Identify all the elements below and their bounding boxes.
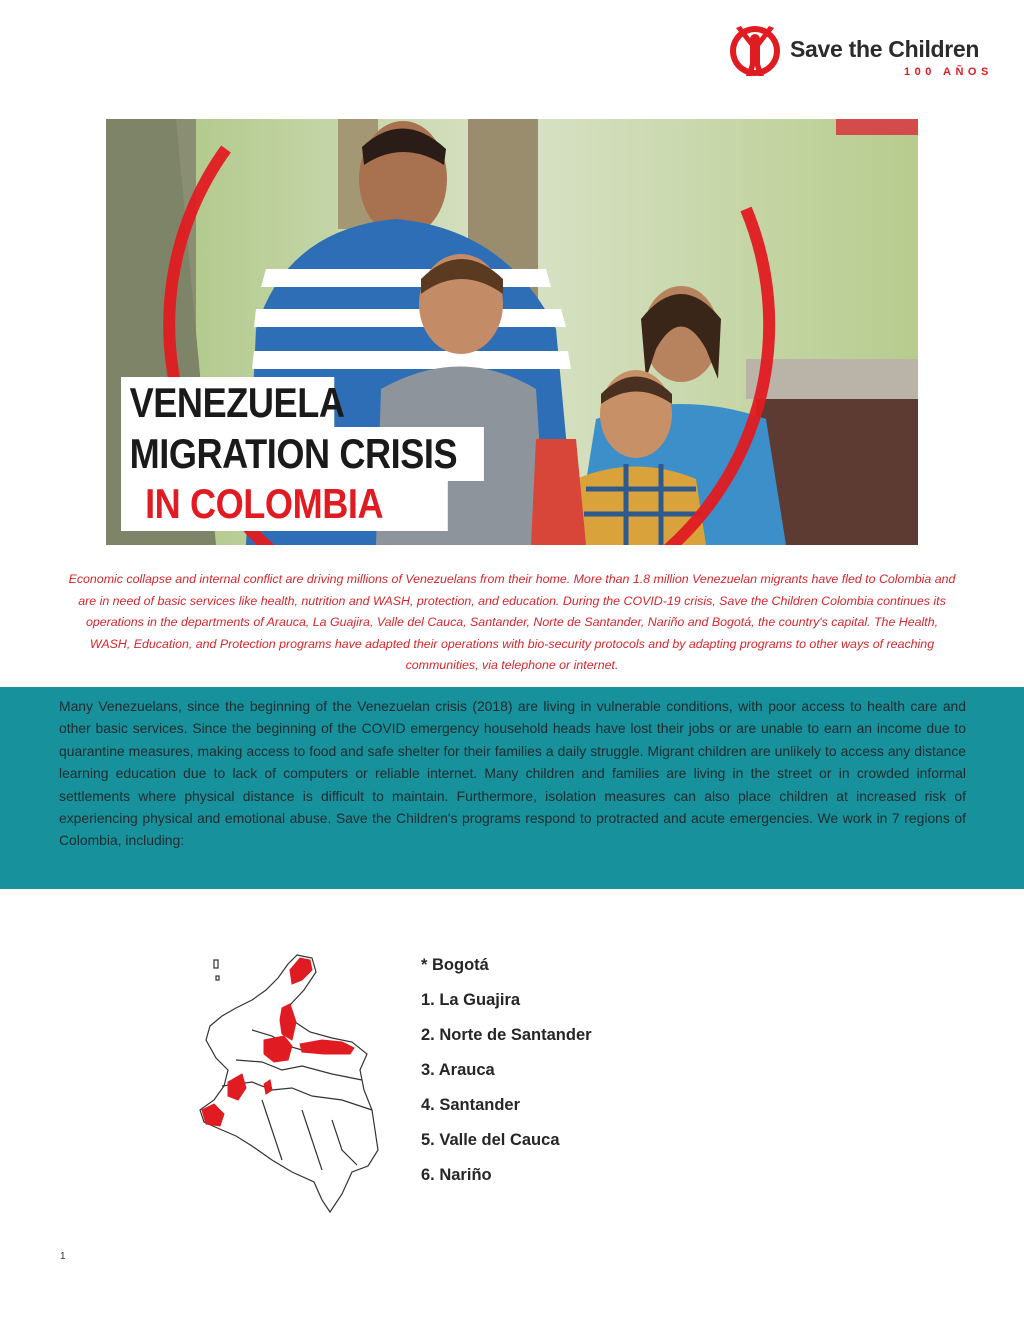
context-paragraph: Many Venezuelans, since the beginning of the Venezuelan crisis (2018) are living in vulnerable conditions, with poor access to health care and other basic services. Since the beginning of the COVID emergency household heads have lost their jobs or are unable to earn an income due to quarantine measures, making access to food and safe shelter for their families a daily struggle. Migrant children are unlikely to access any distance learning education due to lack of computers or reliable internet. Many children and families are living in the street or in crowded informal settlements where physical distance is difficult to maintain. Furthermore, isolation measures can also place children at increased risk of experiencing physical and emotional abuse. Save the Children's programs respond to protracted and acute emergencies. We work in 7 regions of Colombia, including: <box>59 698 966 849</box>
title-line-2: MIGRATION CRISIS <box>121 427 484 481</box>
region-item-santander: 4. Santander <box>421 1096 521 1114</box>
map-outline <box>200 955 378 1212</box>
region-item-narino: 6. Nariño <box>421 1166 492 1184</box>
colombia-map <box>192 950 388 1214</box>
title-line-1: VENEZUELA <box>121 377 334 429</box>
child-emblem-icon <box>728 22 782 78</box>
brand-subtitle: 100 AÑOS <box>904 66 993 78</box>
region-item-la-guajira: 1. La Guajira <box>421 991 521 1009</box>
region-item-bogota: * Bogotá <box>421 956 489 974</box>
regions-list <box>421 952 592 1197</box>
region-item-norte-de-santander: 2. Norte de Santander <box>421 1026 592 1044</box>
region-item-arauca: 3. Arauca <box>421 1061 495 1079</box>
save-the-children-logo <box>728 22 998 84</box>
intro-paragraph: Economic collapse and internal conflict are driving millions of Venezuelans from their home. More than 1.8 million Venezuelan migrants have fled to Colombia and are in need of basic services like health, nutrition and WASH, protection, and education. During the COVID-19 crisis, Save the Children Colombia continues its operations in the departments of Arauca, La Guajira, Valle del Cauca, Santander, Norte de Santander, Nariño and Bogotá, the country's capital. The Health, WASH, Education, and Protection programs have adapted their operations with bio-security protocols and by adapting programs to other ways of reaching communities, via telephone or internet. <box>68 572 956 673</box>
region-item-valle-del-cauca: 5. Valle del Cauca <box>421 1131 560 1149</box>
region-norte-de-santander <box>280 1004 296 1040</box>
brand-name: Save the Children <box>790 36 980 62</box>
title-line-3: IN COLOMBIA <box>121 477 448 531</box>
page-number: 1 <box>60 1251 66 1262</box>
